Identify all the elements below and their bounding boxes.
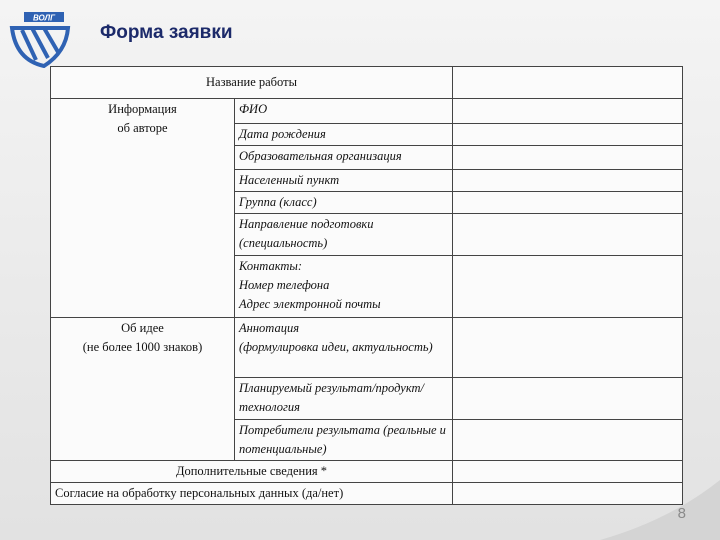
author-field-fio: ФИО [235,99,453,124]
work-title-value-cell[interactable] [453,67,683,99]
idea-field-annotation-value[interactable] [453,318,683,378]
author-field-specialty: Направление подготовки (специальность) [235,214,453,256]
author-field-organization-value[interactable] [453,146,683,170]
author-field-locality-value[interactable] [453,170,683,192]
author-field-birthdate: Дата рождения [235,124,453,146]
idea-field-consumers-value[interactable] [453,420,683,461]
author-field-contacts [235,256,453,318]
author-field-organization: Образовательная организация [235,146,453,170]
corner-decoration [600,480,720,540]
author-field-fio-value[interactable] [453,99,683,124]
application-form-table [50,66,683,505]
idea-section-line-1: Об идее [121,321,164,335]
author-field-group: Группа (класс) [235,192,453,214]
idea-field-result: Планируемый результат/продукт/технология [235,378,453,420]
page-number: 8 [677,505,686,522]
logo-text: ВОЛГ [32,13,56,23]
author-field-contacts-value[interactable] [453,256,683,318]
annotation-hint: (формулировка идеи, актуальность) [239,340,433,354]
annotation-label: Аннотация [239,321,300,335]
author-field-locality: Населенный пункт [235,170,453,192]
author-section-line-1: Информация [108,102,177,116]
author-section-label [51,99,235,318]
work-title-label: Название работы [51,67,453,99]
author-field-birthdate-value[interactable] [453,124,683,146]
contacts-phone-label: Номер телефона [239,278,330,292]
contacts-email-label: Адрес электронной почты [239,297,381,311]
idea-field-consumers: Потребители результата (реальные и потенциальные) [235,420,453,461]
author-section-line-2: об авторе [117,121,168,135]
page-title: Форма заявки [100,22,233,43]
idea-section-label [51,318,235,461]
idea-field-annotation [235,318,453,378]
author-field-group-value[interactable] [453,192,683,214]
additional-info-label: Дополнительные сведения * [51,461,453,483]
idea-field-result-value[interactable] [453,378,683,420]
author-field-specialty-value[interactable] [453,214,683,256]
organization-logo-icon [6,6,78,68]
idea-section-line-2: (не более 1000 знаков) [82,340,203,354]
consent-label: Согласие на обработку персональных данных (да/нет) [51,483,453,505]
contacts-label: Контакты: [239,259,303,273]
